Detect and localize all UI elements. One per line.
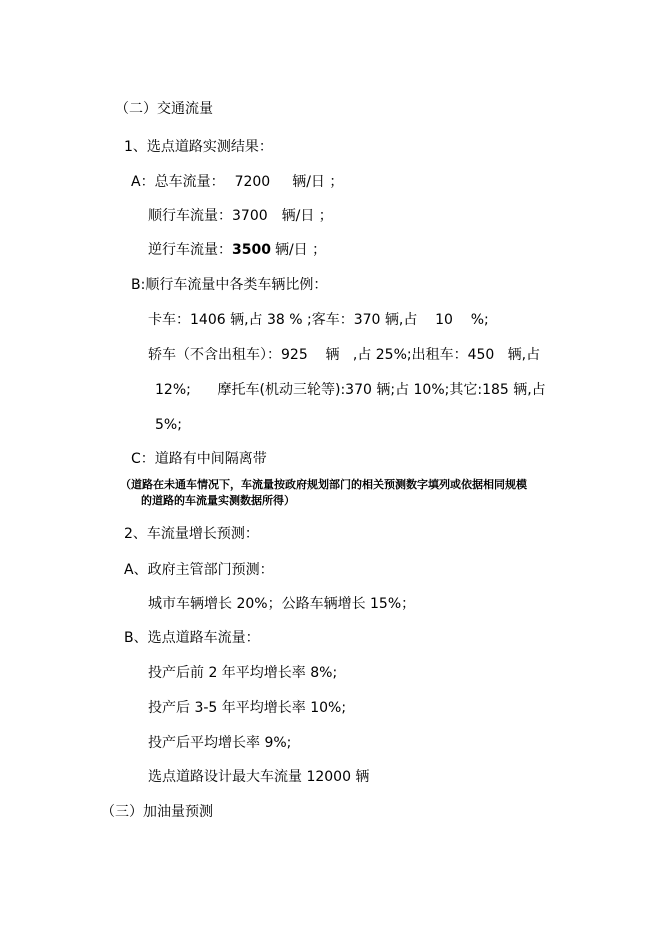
road-flow-line-2: 投产后 3-5 年平均增长率 10%;: [148, 700, 347, 716]
road-flow-line-3: 投产后平均增长率 9%;: [148, 735, 292, 751]
forward-flow-label: 顺行车流量：: [148, 208, 232, 224]
section3-heading: （三）加油量预测: [101, 804, 213, 820]
median-divider-title: C：道路有中间隔离带: [131, 451, 267, 467]
road-flow-line-1: 投产后前 2 年平均增长率 8%;: [148, 665, 338, 681]
government-forecast-line: 城市车辆增长 20%；公路车辆增长 15%；: [148, 596, 416, 612]
note-line-2: 的道路的车流量实测数据所得）: [141, 494, 295, 507]
total-flow-unit: 辆/日 ；: [292, 174, 344, 190]
reverse-flow-unit: 辆/日 ；: [274, 242, 327, 258]
government-forecast-title: A、政府主管部门预测：: [124, 562, 274, 578]
reverse-flow-row: [148, 241, 326, 259]
item1-title: 1、选点道路实测结果：: [124, 139, 273, 155]
forward-flow-unit: 辆/日 ；: [281, 208, 333, 224]
forward-flow-value: 3700: [232, 208, 268, 224]
total-flow-row: [131, 173, 343, 191]
note-line-1: （道路在未通车情况下，车流量按政府规划部门的相关预测数字填列或依据相同规模: [120, 478, 527, 491]
total-flow-label: A：总车流量：: [131, 174, 225, 190]
item2-title: 2、车流量增长预测：: [124, 526, 259, 542]
vehicle-ratio-title: B:顺行车流量中各类车辆比例：: [131, 277, 328, 293]
road-flow-line-4: 选点道路设计最大车流量 12000 辆: [148, 769, 370, 785]
road-flow-title: B、选点道路车流量：: [124, 630, 260, 646]
vehicle-ratio-line-2: 轿车（不含出租车）：925 辆 ,占 25%;出租车：450 辆,占: [148, 347, 541, 363]
total-flow-value: 7200: [234, 174, 271, 190]
vehicle-ratio-line-4: 5%;: [155, 417, 182, 433]
reverse-flow-value: 3500: [232, 242, 271, 258]
reverse-flow-label: 逆行车流量：: [148, 242, 232, 258]
forward-flow-row: [148, 207, 333, 225]
section2-heading: （二）交通流量: [115, 101, 213, 117]
vehicle-ratio-line-3: 12%; 摩托车(机动三轮等):370 辆;占 10%;其它:185 辆,占: [155, 382, 546, 398]
vehicle-ratio-line-1: 卡车：1406 辆,占 38 % ;客车：370 辆,占 10 %;: [148, 312, 489, 328]
